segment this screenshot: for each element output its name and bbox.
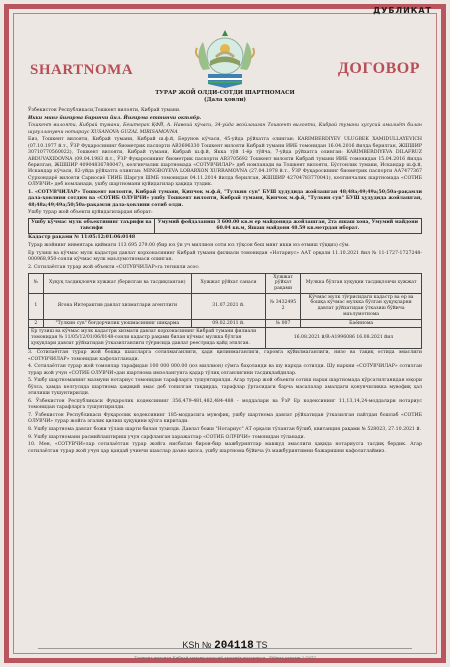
title-latin: SHARTNOMA bbox=[30, 62, 134, 78]
document-body bbox=[28, 108, 422, 456]
table-cell: 09.02.2011 й. bbox=[191, 319, 265, 328]
serial-suffix: TS bbox=[256, 640, 268, 650]
document-title-line1: ТУРАР ЖОЙ ОЛДИ-СОТДИ ШАРТНОМАСИ bbox=[155, 90, 295, 96]
table-row bbox=[29, 219, 422, 233]
column-header: № bbox=[29, 273, 44, 293]
column-header: Хуқуқ тасдиқловчи хужжат (берилган ва тасдиқланган) bbox=[43, 273, 191, 293]
section-1-paragraph: 1. «СОТУВЧИЛАР» Тошкент вилояти, Кибрай тумани, Қипчоқ м.ф.й, "Тулкин сув" БУШ ҳудудида жойлашган 48;48а;49;49а;50;50а-рақамли дала-ҳовлини сотдим ва «СОТИБ ОЛУВЧИ» ушбу Тошкент вилояти, Кибрай тумани, Қипчоқ м.ф.й, "Тулкин сув" БУШ ҳудудида жойлашган, 48;48а;49;49а;50;50а-рақамли дала-ҳовлини сотиб олди. bbox=[28, 189, 422, 208]
document-title-line2: (Дала ҳовли) bbox=[203, 96, 247, 103]
bottom-note: Тошкент вилояти Кибрай тумани хусусий амалиёт нотариуси · Рўйхат рақами 2-1877 bbox=[134, 655, 316, 660]
section-7-paragraph: 7. Ўзбекистон Республикаси Фуқаролик кодексининг 185-моддасига мувофиқ, ушбу шартнома давлат рўйхатидан ўтказилган пайтдан бошлаб «СОТИБ ОЛУВЧИ» турар жойга эгалик қилиш ҳуқуқини қўлга киритади. bbox=[28, 412, 422, 425]
table-cell: № 007 bbox=[265, 319, 300, 328]
table-cell: № 3432495 2 bbox=[265, 293, 300, 319]
serial-series: KSh № bbox=[182, 640, 212, 650]
table-cell: Ягона Интерактив давлат хизматлари агентлиги bbox=[43, 293, 191, 319]
bottom-divider bbox=[38, 648, 412, 649]
title-cyrillic: ДОГОВОР bbox=[337, 60, 420, 77]
section-8-paragraph: 8. Ушбу шартнома давлат божи тўлаш шарти билан тузилди. Давлат божи "Нотариус" АТ орқали тўланган бўлиб, квитанция рақами № 528023, 27.10.2021 й. bbox=[28, 426, 422, 432]
table-cell: "Тулкин сув" боғдорчилик уюшмасининг шиқарма bbox=[43, 319, 191, 328]
inventory-value: Турар жойнинг инвентарь қиймати 113 695 279.00 (бир юз ўн уч миллион олти юз тўқсон беш минг икки юз етмиш тўққиз) сўм. bbox=[28, 242, 350, 248]
parties-paragraph: Биз, Тошкент вилояти, Кибрай тумани, Кибрай ш.ф.й, Берунов кўчаси, 45-уйда рўйхатга олинган: KARIMBERDIYEV ULUGBEK XAMIDULLAYEVICH (07.10.1977 й.т., ЎЗР Фуқаросининг биометрик паспорти АВ3696330 Тошкент вилояти Кибрай тумани ИИБ томонидан 16.04.2016 йилда берилган, ЖШШИР 30710770560022), Тошкент вилояти, Кибрай тумани, Кибрай ш.ф.й, Якка тўй 1-ёр тўйча, 7-уйда рўйхатга олинган: KARIMBERDIYEVA DILAFRUZ ABDUVAXIDOVNA (09.04.1983 й.т., ЎЗР Фуқаросининг биометрик паспорти АВ3705692 Тошкент вилояти Кибрай тумани ИИБ томонидан 15.04.2016 йилда берилган, ЖШШИР 40904836780047), келгинчалик шартномада «СОТУВЧИЛАР» деб номланади ва Тошкент вилояти, Бўстонлик тумани, Искандар ш.ф.й, Искандар кўчаси, 82-уйда рўйхатга олинган: MINGBOYEVA LOBARXON XURRAMOVNA (27.04.1978 й.т., ЎЗР Фуқаросининг биометрик паспорти АА7477367 Сурхондарё вилояти Сариосиё ТИИБ Шаргун ШМБ томонидан 04.11.2014 йилда берилган, ЖШШИР 42704783770041), келгинчалик шартномада «СОТИБ ОЛУВЧИ» деб номланади, ушбу шартномани қуйидагилар ҳақида туздик. bbox=[28, 137, 422, 188]
section-2-title: 2. Сотилаётган турар жой объекти «СОТУВЧИЛАР»га тегишли асос: bbox=[28, 264, 200, 270]
table-row bbox=[29, 328, 422, 348]
table-cell: 1 bbox=[29, 293, 44, 319]
table-cell: 2 bbox=[29, 319, 44, 328]
table-footer-note: Ер тузиш ва кўчмас мулк кадастри хизмати давлат корхонасининг Кибрай тумани филиали томонидан № 11/05/12/01/06/0148-сонли кадастр рақами билан кўчмас мулкка бўлган ҳуқуқлари давлат рўйхатидан ўтказилганлиги тўғрисида давлат реестрида қайд этилган. bbox=[29, 328, 266, 348]
table-cell: Баённома bbox=[301, 319, 422, 328]
section-5-paragraph: 5. Ушбу шартноманинг мазмуни нотариус томонидан тарафларга тушунтирилди. Агар турар жой объекти сотиш нархи шартномада кўрсатилганидан юқори бўлса, ҳамда келгусида шартнома ҳақиқий эмас деб топилган тақдирда, тарафлар ўртасидаги барча масалалар амалдаги қонунчиликка мувофиқ ҳал этилиши тушунтирилди. bbox=[28, 378, 422, 397]
section-4-paragraph: 4. Сотилаётган турар жой томонлар тарафидан 100 000 000.00 (юз миллион) сўмга баҳоланди ва шу нархда сотилди. Шу нархни «СОТУВЧИЛАР» сотилган турар жой учун «СОТИБ ОЛУВЧИ»дан шартнома имзолангунга қадар тўлиқ олганлигини тасдиқлайдилар. bbox=[28, 364, 422, 376]
column-header: Мулкка бўлган хуқуқни тасдиқловчи хужжат bbox=[301, 273, 422, 293]
ownership-documents-table bbox=[28, 273, 422, 349]
column-header: Хужжат рўйхат рақами bbox=[265, 273, 300, 293]
form-serial-number bbox=[0, 640, 450, 652]
section-1-table-intro: Ушбу турар жой объекти қуйидагилардан иборат: bbox=[28, 210, 153, 216]
object-description-label: Ушбу кўчмас мулк объектининг таърифи ва тавсифи bbox=[29, 219, 155, 233]
section-10-paragraph: 10. Мен, «СОТУВЧИ»лар сотилаётган турар жойга нисбатан бирон-бир мажбуриятлар мавжуд эмаслиги ҳақида нотариусга тасдиқ бердик. Агар сотилаётган турар жой учун ҳар қандай учинчи шахслар даъво қилса, ушбу шартнома бўйича ўз мажбуриятимни бажаришни кафолатлаймиз. bbox=[28, 442, 422, 454]
table-row bbox=[29, 293, 422, 319]
table-cell: Кўчмас мулк тўғрисидаги кадастр ва ер ва бошқа кўчмас мулкка бўлган ҳуқуқларни давлат рўйхатидан ўтказиш бўйича маълумотнома bbox=[301, 293, 422, 319]
registration-info: Ер тузиш ва кўчмас мулк кадастри давлат корхонасининг Кибрай тумани филиали томонидан «Нотариус» ААТ орқали 11.10.2021 йил № 11-1727-1727248-000968,950-сонли кўчмас мулк маълумотномаси олинган. bbox=[28, 250, 422, 262]
column-header: Хужжат рўйхат санаси bbox=[191, 273, 265, 293]
intro-date: Икки минг йигирма биринчи йил. Йигирма еттинчи октябр. bbox=[28, 115, 202, 121]
section-9-paragraph: 9. Ушбу шартномани расмийлаштириш учун сарфланган харажатлар «СОТИБ ОЛУВЧИ» томонидан тўланади. bbox=[28, 434, 306, 440]
table-footer-date: 16.08.2021 й/R-A1996086 16.08.2021 йил bbox=[265, 328, 421, 348]
cadastre-number: Кадастр рақами № 11:05:12:01:06:0148 bbox=[28, 235, 136, 241]
object-description-value: Умумий фойдаланиш 3 600.00 кв.м ер майдонида жойлашган, 2та яшаш хона, Умумий майдони 60.04 кв.м, Яшаш майдони 48.59 кв.метрдан иборат. bbox=[154, 219, 421, 233]
table-header-row bbox=[29, 273, 422, 293]
serial-number: 204118 bbox=[214, 640, 254, 652]
table-row bbox=[29, 319, 422, 328]
object-description-table bbox=[28, 218, 422, 233]
section-6-paragraph: 6. Ўзбекистон Республикаси Фуқаролик кодексининг 356,479-481,482,484-488 - моддалари ва ЎзР Ер кодексининг 11,13,14,24-моддалари нотариус томонидан тарафларга тушунтирилди. bbox=[28, 398, 422, 411]
state-emblem-icon bbox=[192, 28, 258, 90]
table-cell: 31.07.2021 й. bbox=[191, 293, 265, 319]
document-title bbox=[0, 90, 450, 103]
duplicate-stamp: ДУБЛИКАТ bbox=[373, 6, 432, 15]
notary-note: Тошкент вилояти, Кибрай тумани, Бештерак ҚФЙ, А. Навоий кўчаси, 34-уйда жойлашган Тошкент вилояти, Кибрай тумани хусусий амалиёт билан шуғулланувчи нотариус XUSANOVA GUZAL MIRISAMOVNA bbox=[28, 123, 422, 135]
intro-place: Ўзбекистон Республикаси,Тошкент вилояти, Кибрай тумани. bbox=[28, 108, 181, 113]
section-3-paragraph: 3. Сотилаётган турар жой бошқа шахсларга сотилмаганлиги, ҳадя қилинмаганлиги, гаровга қўйилмаганлиги, низо ва тақиқ остида эмаслиги «СОТУВЧИЛАР» томонидан кафолатланади. bbox=[28, 350, 422, 362]
